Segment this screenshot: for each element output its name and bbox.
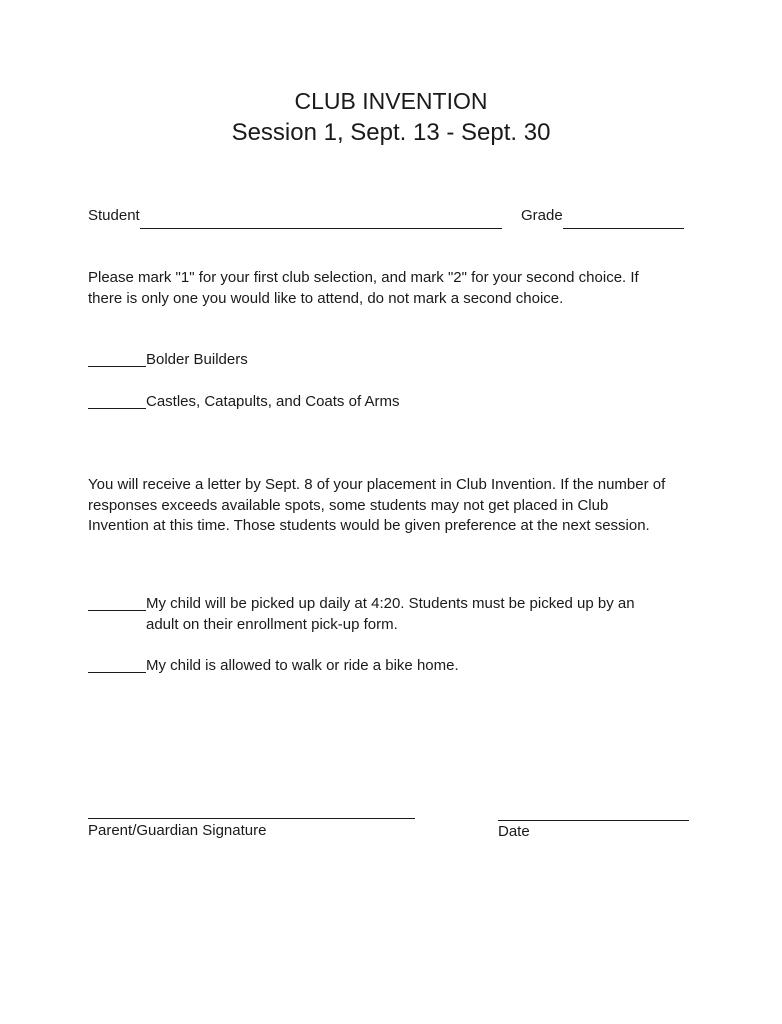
- club-choice-label: Castles, Catapults, and Coats of Arms: [146, 393, 400, 410]
- student-name-line[interactable]: [140, 215, 502, 229]
- instructions-paragraph: [88, 268, 639, 309]
- form-title: CLUB INVENTION: [294, 88, 488, 114]
- student-field: [88, 206, 502, 226]
- club-choice-blank[interactable]: [88, 395, 146, 409]
- pickup-option-line-1: My child is allowed to walk or ride a bike home.: [146, 657, 459, 674]
- parent-signature-label: Parent/Guardian Signature: [88, 822, 267, 839]
- notice-line-3: Invention at this time. Those students would be given preference at the next session.: [88, 517, 650, 534]
- club-choice-blank[interactable]: [88, 353, 146, 367]
- placement-notice-paragraph: [88, 475, 665, 537]
- pickup-option-walk-or-bike: [88, 656, 459, 677]
- grade-field: [521, 206, 684, 226]
- pickup-option-blank[interactable]: [88, 659, 146, 673]
- instructions-line-2: there is only one you would like to attend, do not mark a second choice.: [88, 289, 564, 307]
- pickup-option-blank[interactable]: [88, 597, 146, 611]
- club-choice-castles-catapults: [88, 392, 399, 413]
- notice-line-2: responses exceeds available spots, some students may not get placed in Club: [88, 496, 609, 514]
- notice-line-1: You will receive a letter by Sept. 8 of your placement in Club Invention. If the number of: [88, 476, 666, 493]
- date-line[interactable]: [498, 820, 689, 821]
- form-subtitle: Session 1, Sept. 13 - Sept. 30: [231, 119, 551, 146]
- club-choice-label: Bolder Builders: [146, 351, 248, 368]
- grade-label: Grade: [521, 207, 563, 224]
- date-label: Date: [498, 823, 530, 840]
- parent-signature-line[interactable]: [88, 818, 415, 819]
- pickup-option-picked-up: [88, 594, 635, 635]
- pickup-option-line-2: adult on their enrollment pick-up form.: [146, 615, 398, 633]
- grade-line[interactable]: [563, 215, 684, 229]
- club-choice-bolder-builders: [88, 350, 248, 371]
- pickup-option-line-1: My child will be picked up daily at 4:20. Students must be picked up by an: [146, 595, 635, 612]
- student-label: Student: [88, 207, 140, 224]
- instructions-line-1: Please mark "1" for your first club selection, and mark "2" for your second choice. If: [88, 269, 639, 286]
